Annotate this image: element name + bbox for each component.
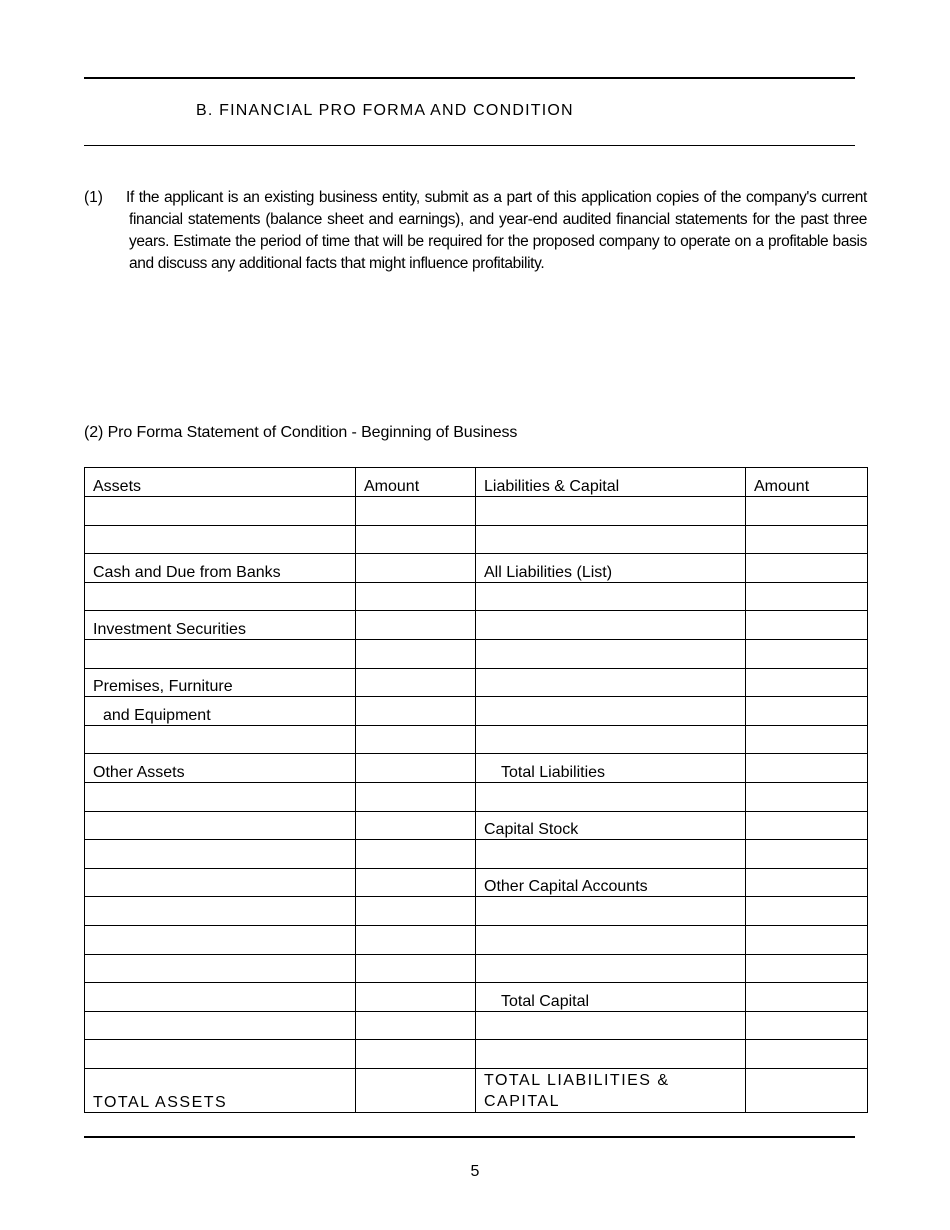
table-row: [85, 840, 868, 869]
asset-amount-cell[interactable]: [356, 868, 476, 897]
liability-amount-cell[interactable]: [746, 611, 868, 640]
liability-amount-cell[interactable]: [746, 497, 868, 526]
total-assets-amount[interactable]: [356, 1068, 476, 1112]
asset-label-cell: Cash and Due from Banks: [85, 554, 356, 583]
asset-amount-cell[interactable]: [356, 782, 476, 811]
liability-amount-cell[interactable]: [746, 868, 868, 897]
liability-amount-cell[interactable]: [746, 639, 868, 668]
item-1: [84, 187, 867, 275]
item-1-number: (1): [84, 189, 103, 206]
total-assets-label: TOTAL ASSETS: [85, 1068, 356, 1112]
table-row: [85, 725, 868, 754]
liability-amount-cell[interactable]: [746, 782, 868, 811]
liability-label-cell: Total Liabilities: [476, 754, 746, 783]
liability-label-cell: [476, 525, 746, 554]
item-1-text: If the applicant is an existing business entity, submit as a part of this application copies of the company's current financial statements (balance sheet and earnings), and year-end audited financial statements for the past three years. Estimate the period of time that will be required for the proposed company to operate on a profitable basis and discuss any additional facts that might influence profitability.: [126, 189, 867, 272]
asset-amount-cell[interactable]: [356, 697, 476, 726]
liability-amount-cell[interactable]: [746, 954, 868, 983]
asset-amount-cell[interactable]: [356, 925, 476, 954]
asset-label-cell: Premises, Furniture: [85, 668, 356, 697]
liability-amount-cell[interactable]: [746, 668, 868, 697]
asset-amount-cell[interactable]: [356, 639, 476, 668]
bottom-rule: [84, 1136, 855, 1138]
asset-label-cell: [85, 725, 356, 754]
asset-amount-cell[interactable]: [356, 811, 476, 840]
liability-amount-cell[interactable]: [746, 840, 868, 869]
asset-label-cell: [85, 983, 356, 1012]
table-header-row: [85, 468, 868, 497]
liability-label-cell: All Liabilities (List): [476, 554, 746, 583]
liability-amount-cell[interactable]: [746, 725, 868, 754]
asset-amount-cell[interactable]: [356, 897, 476, 926]
table-row: [85, 782, 868, 811]
liability-label-cell: [476, 725, 746, 754]
asset-amount-cell[interactable]: [356, 668, 476, 697]
total-liabilities-capital-label: TOTAL LIABILITIES & CAPITAL: [476, 1068, 746, 1112]
table-row: [85, 754, 868, 783]
header-liabilities-capital: Liabilities & Capital: [476, 468, 746, 497]
asset-amount-cell[interactable]: [356, 1011, 476, 1040]
liability-label-cell: [476, 697, 746, 726]
asset-amount-cell[interactable]: [356, 725, 476, 754]
liability-amount-cell[interactable]: [746, 983, 868, 1012]
asset-label-cell: [85, 868, 356, 897]
asset-label-cell: [85, 1040, 356, 1069]
asset-label-cell: [85, 639, 356, 668]
liability-amount-cell[interactable]: [746, 754, 868, 783]
table-row: [85, 497, 868, 526]
liability-label-cell: Other Capital Accounts: [476, 868, 746, 897]
liability-amount-cell[interactable]: [746, 897, 868, 926]
asset-amount-cell[interactable]: [356, 611, 476, 640]
liability-amount-cell[interactable]: [746, 554, 868, 583]
table-row: [85, 811, 868, 840]
asset-amount-cell[interactable]: [356, 554, 476, 583]
asset-label-cell: and Equipment: [85, 697, 356, 726]
table-row: [85, 639, 868, 668]
asset-amount-cell[interactable]: [356, 754, 476, 783]
liability-amount-cell[interactable]: [746, 582, 868, 611]
asset-amount-cell[interactable]: [356, 983, 476, 1012]
table-row: [85, 1040, 868, 1069]
asset-label-cell: [85, 897, 356, 926]
section-title: B. FINANCIAL PRO FORMA AND CONDITION: [196, 102, 574, 119]
table-row: [85, 954, 868, 983]
liability-amount-cell[interactable]: [746, 925, 868, 954]
liability-amount-cell[interactable]: [746, 1011, 868, 1040]
item-2-heading: (2) Pro Forma Statement of Condition - Beginning of Business: [84, 424, 518, 441]
table-row: [85, 868, 868, 897]
asset-amount-cell[interactable]: [356, 840, 476, 869]
asset-label-cell: [85, 525, 356, 554]
asset-amount-cell[interactable]: [356, 582, 476, 611]
pro-forma-table: [84, 467, 868, 1113]
liability-label-cell: [476, 582, 746, 611]
asset-label-cell: [85, 925, 356, 954]
liability-label-cell: [476, 925, 746, 954]
liability-label-cell: [476, 497, 746, 526]
asset-amount-cell[interactable]: [356, 1040, 476, 1069]
total-liabilities-capital-amount[interactable]: [746, 1068, 868, 1112]
liability-label-cell: Capital Stock: [476, 811, 746, 840]
liability-label-cell: [476, 639, 746, 668]
header-assets: Assets: [85, 468, 356, 497]
table-row: [85, 1011, 868, 1040]
header-amount-assets: Amount: [356, 468, 476, 497]
table-row: [85, 668, 868, 697]
table-row: [85, 554, 868, 583]
totals-row: [85, 1068, 868, 1112]
table-row: [85, 897, 868, 926]
liability-label-cell: [476, 611, 746, 640]
asset-label-cell: [85, 811, 356, 840]
asset-label-cell: [85, 1011, 356, 1040]
table-row: [85, 582, 868, 611]
liability-label-cell: [476, 1040, 746, 1069]
asset-label-cell: [85, 954, 356, 983]
liability-label-cell: [476, 782, 746, 811]
liability-amount-cell[interactable]: [746, 1040, 868, 1069]
asset-amount-cell[interactable]: [356, 497, 476, 526]
asset-label-cell: Investment Securities: [85, 611, 356, 640]
liability-label-cell: Total Capital: [476, 983, 746, 1012]
asset-label-cell: [85, 497, 356, 526]
asset-label-cell: [85, 840, 356, 869]
asset-amount-cell[interactable]: [356, 525, 476, 554]
liability-amount-cell[interactable]: [746, 811, 868, 840]
asset-label-cell: [85, 782, 356, 811]
liability-label-cell: [476, 840, 746, 869]
liability-label-cell: [476, 1011, 746, 1040]
table-row: [85, 697, 868, 726]
top-rule: [84, 77, 855, 79]
liability-label-cell: [476, 668, 746, 697]
table-row: [85, 611, 868, 640]
liability-amount-cell[interactable]: [746, 525, 868, 554]
table-row: [85, 525, 868, 554]
header-amount-liabilities: Amount: [746, 468, 868, 497]
asset-amount-cell[interactable]: [356, 954, 476, 983]
liability-amount-cell[interactable]: [746, 697, 868, 726]
table-row: [85, 925, 868, 954]
asset-label-cell: Other Assets: [85, 754, 356, 783]
page-number: 5: [470, 1163, 480, 1180]
asset-label-cell: [85, 582, 356, 611]
title-underline-rule: [84, 145, 855, 146]
liability-label-cell: [476, 897, 746, 926]
table-row: [85, 983, 868, 1012]
liability-label-cell: [476, 954, 746, 983]
